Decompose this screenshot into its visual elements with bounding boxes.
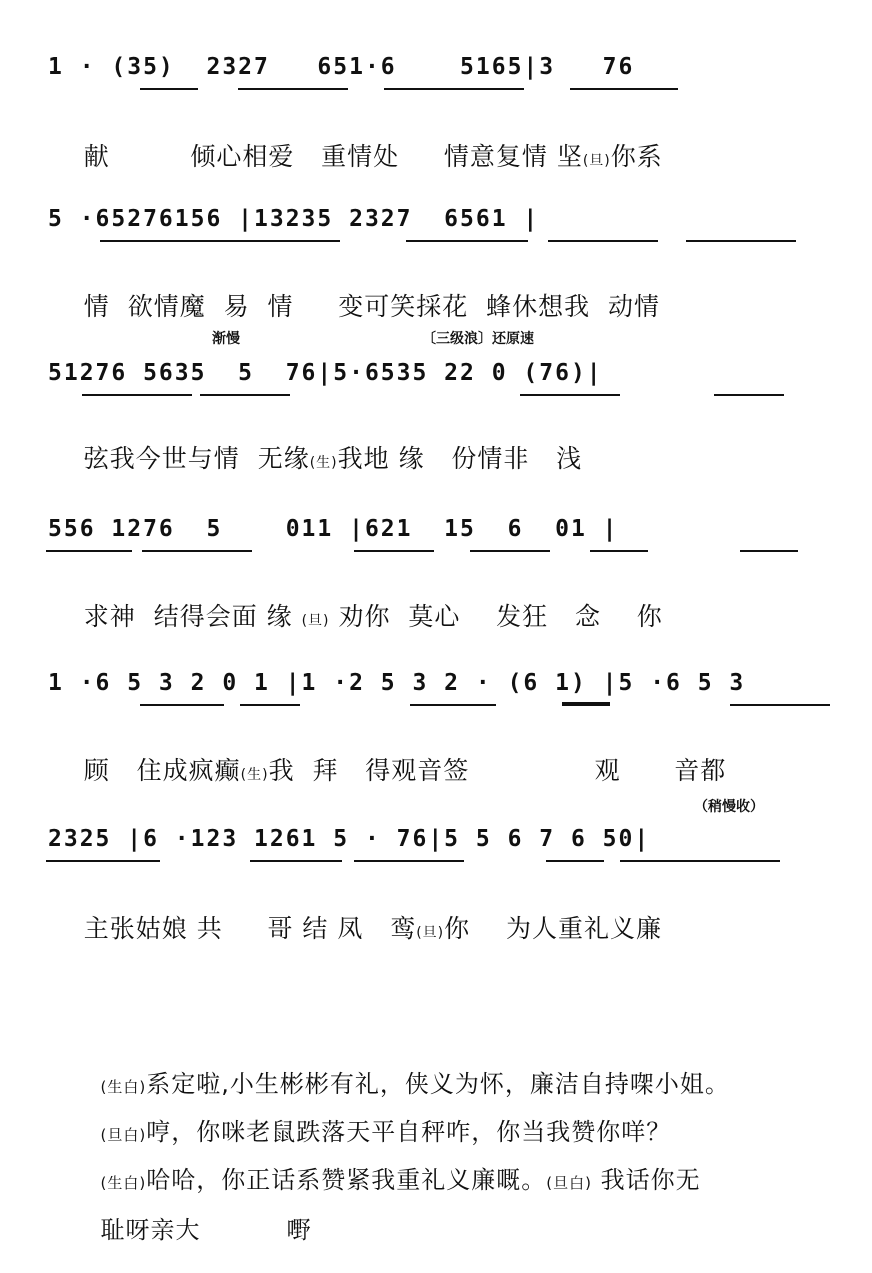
dialogue-role: (生白) (100, 1078, 147, 1096)
beam-underline (620, 860, 780, 862)
beam-underline (562, 702, 610, 706)
lyrics-line: 顾 住成疯癫(生)我 拜 得观音签 观 音都 (83, 756, 727, 785)
beam-underline (140, 704, 224, 706)
lyrics-line: 求神 结得会面 缘 (旦) 劝你 莫心 发狂 念 你 (83, 602, 663, 631)
beam-underline (730, 704, 830, 706)
dialogue-role: (旦白) (100, 1126, 147, 1144)
beam-underline (250, 860, 342, 862)
dialogue-role: (旦白) (546, 1174, 592, 1192)
beam-underline (46, 550, 132, 552)
tempo-mark-slow-end: （稍慢收） (694, 799, 764, 815)
jianpu-notes: 556 1276 5 011 |621 15 6 01 | (48, 516, 619, 542)
beam-underline (410, 704, 496, 706)
dialogue-text: 我话你无 (591, 1166, 701, 1194)
beam-underline (686, 240, 796, 242)
beam-underline (570, 88, 678, 90)
dialogue-text: 哼，你咪老鼠跌落天平自秤咋，你当我赞你咩？ (146, 1118, 672, 1146)
beam-underline (354, 860, 464, 862)
jianpu-notes: 5 ·65276156 |13235 2327 6561 | (48, 206, 540, 232)
lyrics-line: 弦我今世与情 无缘(生)我地 缘 份情非 浅 (83, 444, 583, 473)
jianpu-notes: 2325 |6 ·123 1261 5 · 76|5 5 6 7 6 50| (48, 826, 651, 852)
beam-underline (240, 704, 300, 706)
beam-underline (82, 394, 192, 396)
beam-underline (590, 550, 648, 552)
beam-underline (354, 550, 434, 552)
beam-underline (200, 394, 290, 396)
lyrics-line: 主张姑娘 共 哥 结 凤 鸾(旦)你 为人重礼义廉 (83, 914, 662, 943)
beam-underline (470, 550, 550, 552)
tempo-mark-slow: 渐慢 (212, 331, 240, 347)
tempo-mark-restore: 〔三级浪〕还原速 (422, 331, 534, 347)
beam-underline (548, 240, 658, 242)
lyrics-line: 献 倾心相爱 重情处 情意复情 坚(旦)你系 (83, 142, 663, 171)
beam-underline (238, 88, 348, 90)
dialogue-text: 哈哈，你正话系赞紧我重礼义廉嘅。 (146, 1166, 547, 1194)
beam-underline (740, 550, 798, 552)
beam-underline (546, 860, 604, 862)
beam-underline (384, 88, 524, 90)
beam-underline (406, 240, 528, 242)
jianpu-notes: 1 · (35) 2327 651·6 5165|3 76 (48, 54, 635, 80)
beam-underline (520, 394, 620, 396)
dialogue-role: (生白) (100, 1174, 147, 1192)
beam-underline (100, 240, 340, 242)
beam-underline (142, 550, 252, 552)
beam-underline (714, 394, 784, 396)
beam-underline (140, 88, 198, 90)
dialogue-text: 耻呀亲大 嘢 (100, 1216, 312, 1244)
jianpu-notes: 51276 5635 5 76|5·6535 22 0 (76)| (48, 360, 603, 386)
jianpu-notes: 1 ·6 5 3 2 0 1 |1 ·2 5 3 2 · (6 1) |5 ·6 5 3 (48, 670, 746, 696)
dialogue-text: 系定啦,小生彬彬有礼，侠义为怀，廉洁自持㗎小姐。 (146, 1070, 730, 1098)
beam-underline (46, 860, 160, 862)
lyrics-line: 情 欲情魔 易 情 变可笑採花 蜂休想我 动情 (83, 292, 661, 321)
